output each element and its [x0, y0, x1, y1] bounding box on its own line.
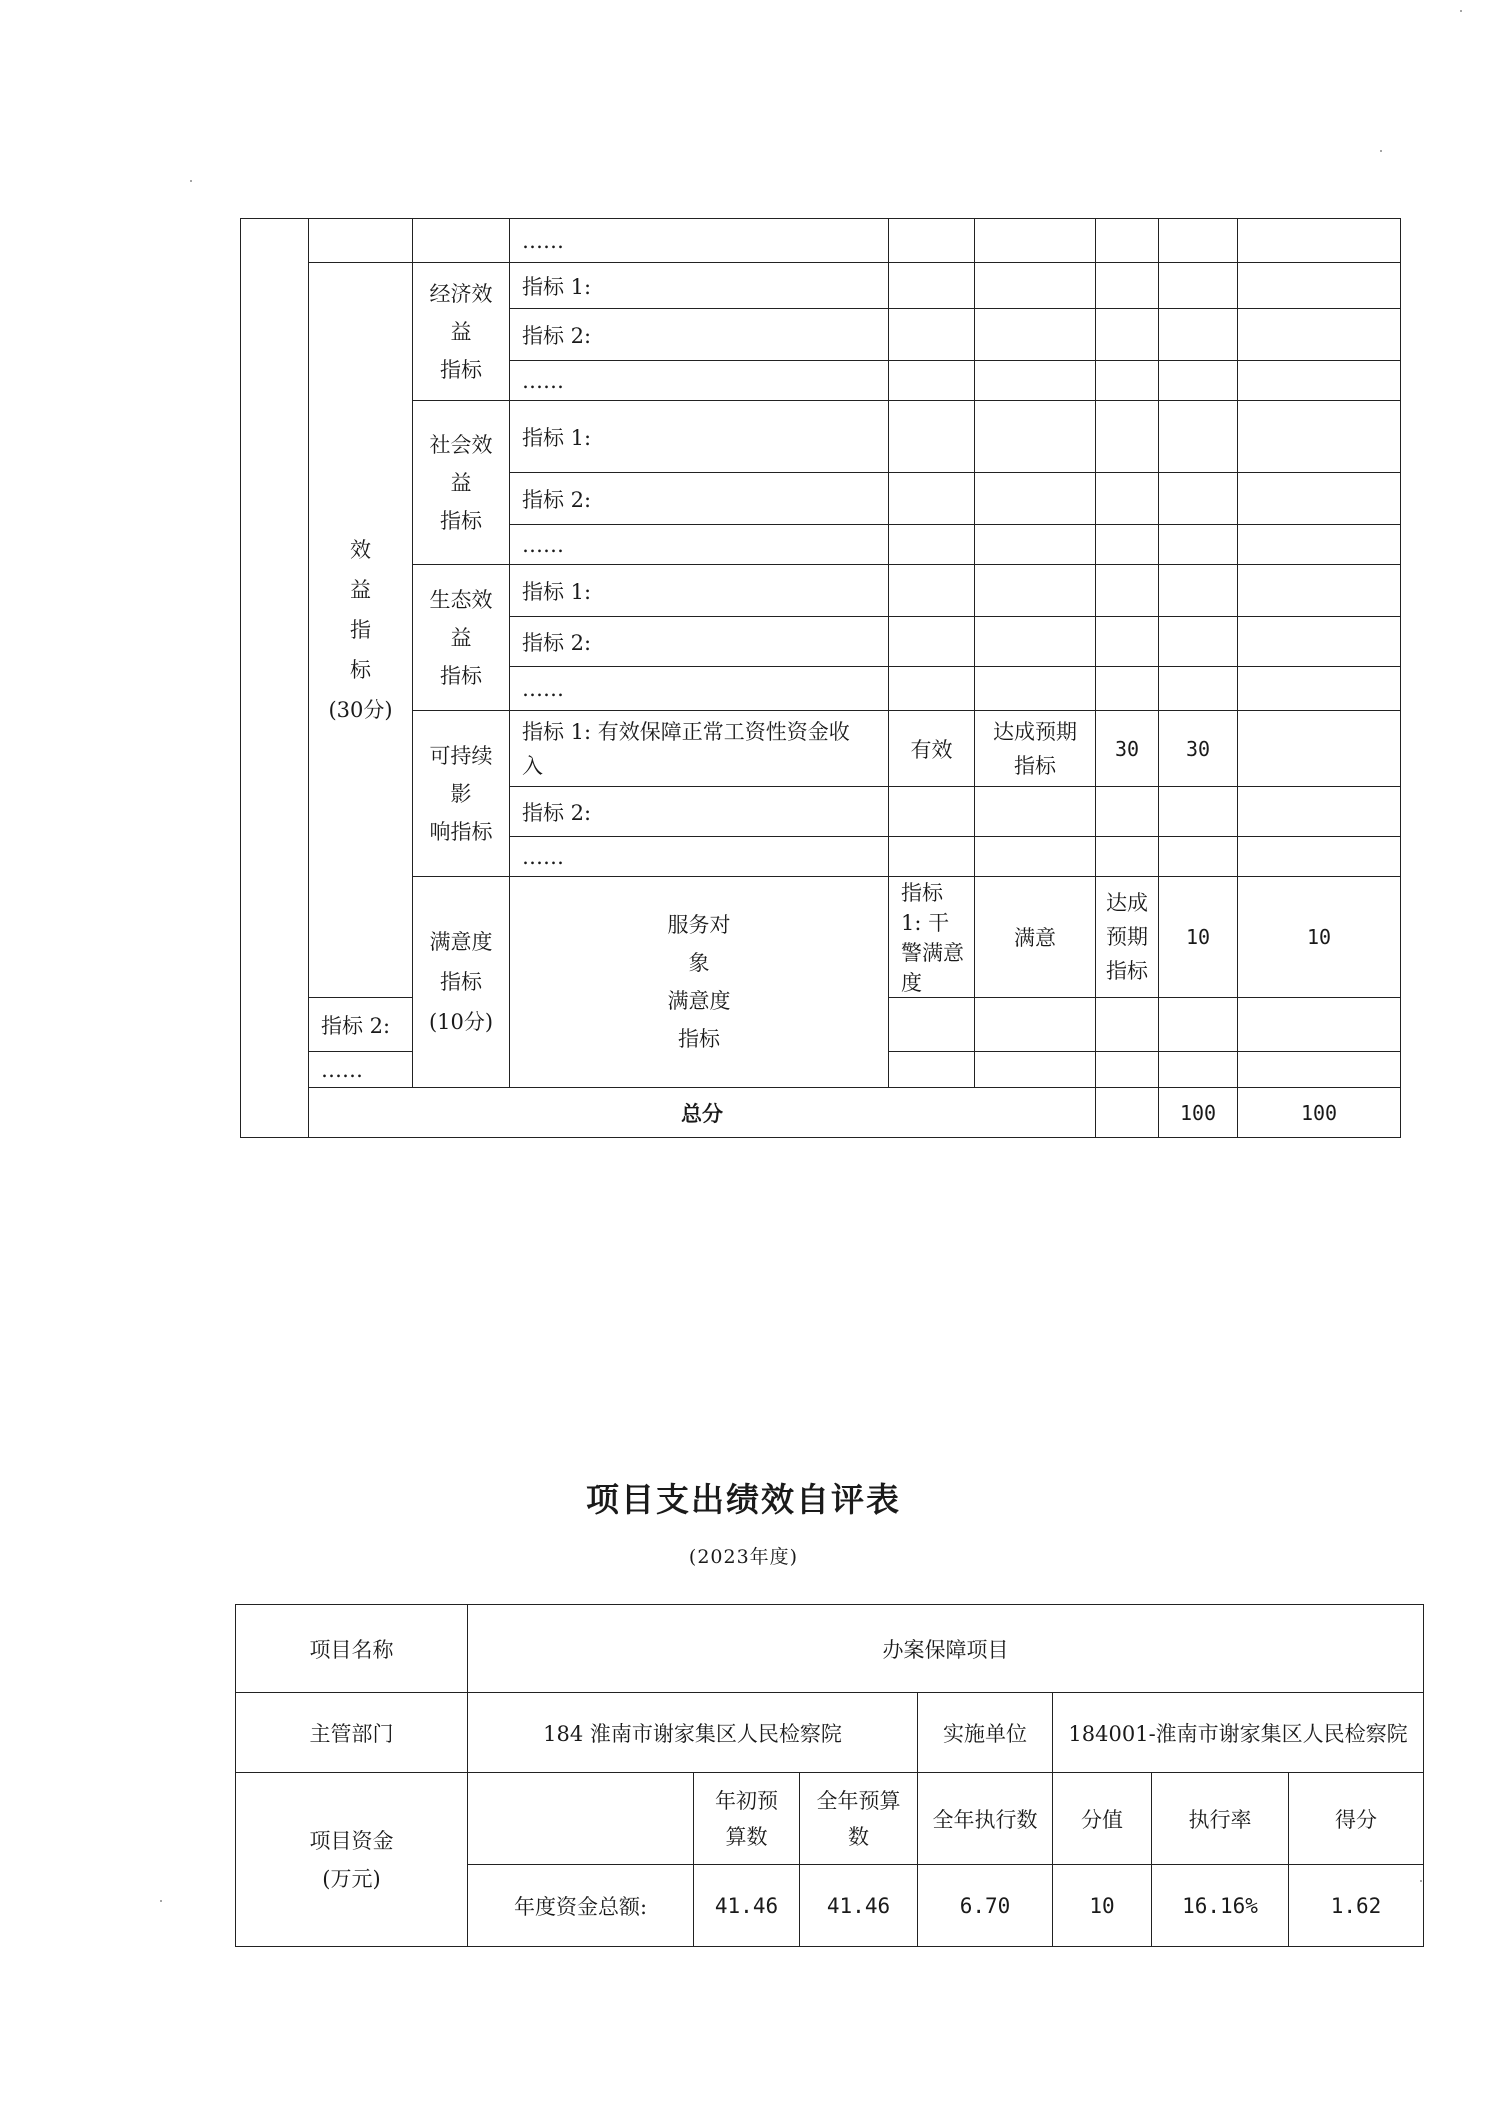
dept-value: 184 淮南市谢家集区人民检察院 [468, 1693, 918, 1773]
executed-header: 全年执行数 [918, 1773, 1053, 1865]
sustainable-indicator-2: 指标 2: [510, 787, 889, 837]
full-year-budget-header: 全年预算 数 [800, 1773, 918, 1865]
service-score-value: 10 [1159, 877, 1238, 998]
social-indicator-more: …… [510, 525, 889, 565]
weight-value: 10 [1053, 1865, 1152, 1947]
sustainable-indicator-more: …… [510, 837, 889, 877]
annual-total-label: 年度资金总额: [468, 1865, 694, 1947]
social-indicator-2: 指标 2: [510, 473, 889, 525]
blank-cell [309, 219, 413, 263]
service-indicator-more: …… [309, 1052, 413, 1088]
sustainable-actual: 达成预期 指标 [975, 711, 1096, 787]
ecological-indicator-more: …… [510, 667, 889, 711]
initial-budget-header: 年初预 算数 [694, 1773, 800, 1865]
execution-rate-header: 执行率 [1152, 1773, 1289, 1865]
total-score: 100 [1238, 1088, 1401, 1138]
document-title: 项目支出绩效自评表 [586, 1480, 901, 1519]
total-score-value: 100 [1159, 1088, 1238, 1138]
economic-indicator-2: 指标 2: [510, 309, 889, 361]
service-indicator-2: 指标 2: [309, 998, 413, 1052]
full-year-budget-value: 41.46 [800, 1865, 918, 1947]
impl-unit-value: 184001-淮南市谢家集区人民检察院 [1053, 1693, 1424, 1773]
project-name-value: 办案保障项目 [468, 1605, 1424, 1693]
service-actual: 达成预期 指标 [1096, 877, 1159, 998]
dept-label: 主管部门 [236, 1693, 468, 1773]
outer-category-cell [241, 219, 309, 1138]
execution-rate-value: 16.16% [1152, 1865, 1289, 1947]
service-indicator-1: 指标 1: 干警满意度 [889, 877, 975, 998]
blank-header-cell [468, 1773, 694, 1865]
total-label: 总分 [309, 1088, 1096, 1138]
impl-unit-label: 实施单位 [918, 1693, 1053, 1773]
economic-indicator-1: 指标 1: [510, 263, 889, 309]
economic-benefit-label: 经济效 益 指标 [413, 263, 510, 401]
sustainable-impact-label: 可持续 影 响指标 [413, 711, 510, 877]
scan-speck [190, 180, 192, 182]
ecological-indicator-2: 指标 2: [510, 617, 889, 667]
executed-value: 6.70 [918, 1865, 1053, 1947]
ecological-benefit-label: 生态效 益 指标 [413, 565, 510, 711]
service-target: 满意 [975, 877, 1096, 998]
initial-budget-value: 41.46 [694, 1865, 800, 1947]
score-header: 得分 [1289, 1773, 1424, 1865]
project-name-label: 项目名称 [236, 1605, 468, 1693]
score-value: 1.62 [1289, 1865, 1424, 1947]
document-year: (2023年度) [688, 1546, 799, 1568]
service-satisfaction-label: 服务对 象 满意度 指标 [510, 877, 889, 1088]
social-indicator-1: 指标 1: [510, 401, 889, 473]
benefit-indicators-category: 效 益 指 标 (30分) [309, 263, 413, 998]
satisfaction-indicators-category: 满意度 指标 (10分) [413, 877, 510, 1088]
sustainable-target: 有效 [889, 711, 975, 787]
scan-speck [160, 1900, 162, 1902]
scan-speck [1460, 10, 1462, 12]
project-funds-label: 项目资金 (万元) [236, 1773, 468, 1947]
blank-cell [413, 219, 510, 263]
service-score: 10 [1238, 877, 1401, 998]
scan-speck [1420, 1880, 1422, 1882]
scan-speck [1380, 150, 1382, 152]
project-expenditure-table [235, 1604, 1424, 1947]
sustainable-indicator-1: 指标 1: 有效保障正常工资性资金收 入 [510, 711, 889, 787]
indicator-ellipsis: …… [510, 219, 889, 263]
upper-performance-table [240, 218, 1401, 1138]
weight-header: 分值 [1053, 1773, 1152, 1865]
economic-indicator-more: …… [510, 361, 889, 401]
sustainable-score-value: 30 [1096, 711, 1159, 787]
ecological-indicator-1: 指标 1: [510, 565, 889, 617]
social-benefit-label: 社会效 益 指标 [413, 401, 510, 565]
sustainable-score: 30 [1159, 711, 1238, 787]
